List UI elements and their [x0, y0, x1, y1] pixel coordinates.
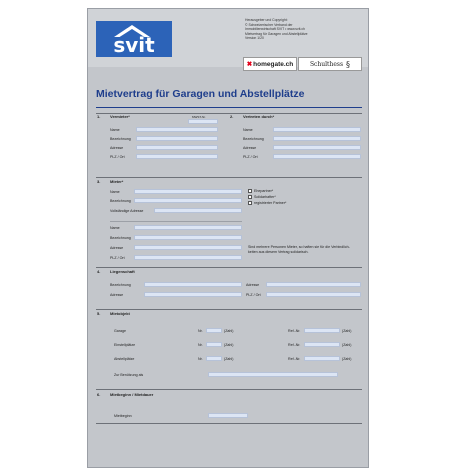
page-title: Mietvertrag für Garagen und Abstellplätze: [96, 88, 305, 100]
rep-name-field[interactable]: [273, 127, 361, 132]
storage-ref-count-label: (Zahl): [342, 357, 352, 361]
garage-ref-label: Ref.-Nr.: [288, 329, 301, 333]
section-divider: [96, 309, 362, 310]
contract-page: [87, 8, 369, 468]
storage-label: Abstellplätze: [114, 357, 135, 361]
storage-count-label: (Zahl): [224, 357, 234, 361]
section-title-start: Mietbeginn / Mietdauer: [110, 392, 154, 397]
rep-designation-field[interactable]: [273, 136, 361, 141]
tenant-designation-label: Bezeichnung: [110, 199, 131, 203]
rep-address-label: Adresse: [243, 146, 257, 150]
tenant2-designation-label: Bezeichnung: [110, 236, 131, 240]
parking-nr-field[interactable]: [206, 342, 222, 347]
rep-address-field[interactable]: [273, 145, 361, 150]
tenant2-name-label: Name: [110, 226, 120, 230]
garage-count-label: (Zahl): [224, 329, 234, 333]
storage-nr-field[interactable]: [206, 356, 222, 361]
tenant-name-field[interactable]: [134, 189, 242, 194]
landlord-name-field[interactable]: [136, 127, 218, 132]
landlord-city-field[interactable]: [136, 154, 218, 159]
section-title-representative: Vertreten durch*: [243, 114, 275, 119]
section-divider: [96, 267, 362, 268]
parking-count-label: (Zahl): [224, 343, 234, 347]
property-city-field[interactable]: [266, 292, 361, 297]
garage-nr-field[interactable]: [206, 328, 222, 333]
garage-nr-label: Nr.: [198, 329, 203, 333]
joint-liability-note: Sind mehrere Personen Mieter, so haften sie für die Verbindlich- keiten aus diesem Vertrag solidarisch.: [248, 245, 350, 254]
rep-city-label: PLZ / Ort: [243, 155, 258, 159]
homegate-mark-icon: ✖: [246, 61, 253, 68]
parking-ref-field[interactable]: [304, 342, 340, 347]
parking-ref-label: Ref.-Nr.: [288, 343, 301, 347]
tenant-full-address-field[interactable]: [154, 208, 242, 213]
property-city-label: PLZ / Ort: [246, 293, 261, 297]
usage-field[interactable]: [208, 372, 338, 377]
section-number: 2.: [230, 114, 234, 119]
registered-partner-checkbox[interactable]: [248, 201, 252, 205]
usage-label: Zur Benützung als: [114, 373, 144, 377]
section-divider: [96, 177, 362, 178]
logo-text: svit: [113, 33, 155, 57]
spouse-checkbox[interactable]: [248, 189, 252, 193]
tenant2-address-field[interactable]: [134, 245, 242, 250]
property-designation-label: Bezeichnung: [110, 283, 131, 287]
property-address-left-label: Adresse: [110, 293, 124, 297]
landlord-designation-label: Bezeichnung: [110, 137, 131, 141]
section-divider: [96, 113, 362, 114]
section-title-property: Liegenschaft: [110, 269, 135, 274]
storage-ref-field[interactable]: [304, 356, 340, 361]
storage-nr-label: Nr.: [198, 357, 203, 361]
landlord-address-label: Adresse: [110, 146, 124, 150]
homegate-logo: ✖ homegate.ch: [243, 57, 297, 71]
rep-designation-label: Bezeichnung: [243, 137, 264, 141]
parking-ref-count-label: (Zahl): [342, 343, 352, 347]
property-address-left-field[interactable]: [144, 292, 242, 297]
section-number: 4.: [97, 269, 101, 274]
svit-logo: [96, 21, 172, 57]
storage-ref-label: Ref.-Nr.: [288, 357, 301, 361]
joint-liable-checkbox[interactable]: [248, 195, 252, 199]
mwst-field[interactable]: [188, 119, 218, 124]
section-number: 1.: [97, 114, 101, 119]
landlord-city-label: PLZ / Ort: [110, 155, 125, 159]
tenant-full-address-label: Vollständige Adresse: [110, 209, 144, 213]
landlord-designation-field[interactable]: [136, 136, 218, 141]
garage-ref-field[interactable]: [304, 328, 340, 333]
property-address-field[interactable]: [266, 282, 361, 287]
section-number: 6.: [97, 392, 101, 397]
start-field[interactable]: [208, 413, 248, 418]
section-divider: [96, 423, 362, 424]
title-divider: [96, 107, 362, 108]
rep-city-field[interactable]: [273, 154, 361, 159]
registered-partner-label: registrierter Partner*: [254, 201, 287, 205]
paragraph-icon: §: [346, 59, 351, 69]
mwst-label: MWST-Nr.: [192, 115, 206, 119]
parking-nr-label: Nr.: [198, 343, 203, 347]
tenant2-name-field[interactable]: [134, 225, 242, 230]
start-label: Mietbeginn: [114, 414, 132, 418]
schulthess-logo: Schulthess §: [298, 57, 362, 71]
parking-label: Einstellplätze: [114, 343, 136, 347]
landlord-address-field[interactable]: [136, 145, 218, 150]
publisher-info: Herausgeber und Copyright: © Schweizerischer Verband der Immobilienwirtschaft SVIT • www.svit.ch Mietvertrag für Garagen und Abstellplätze Version 1/20: [245, 18, 308, 41]
joint-liable-label: Solidarhafter*: [254, 195, 276, 199]
tenant2-address-label: Adresse: [110, 246, 124, 250]
property-designation-field[interactable]: [144, 282, 242, 287]
property-address-label: Adresse: [246, 283, 260, 287]
section-title-tenant: Mieter*: [110, 179, 124, 184]
tenant2-designation-field[interactable]: [134, 235, 242, 240]
landlord-name-label: Name: [110, 128, 120, 132]
section-title-object: Mietobjekt: [110, 311, 130, 316]
section-title-landlord: Vermieter*: [110, 114, 130, 119]
tenant2-city-field[interactable]: [134, 255, 242, 260]
rep-name-label: Name: [243, 128, 253, 132]
section-number: 3.: [97, 179, 101, 184]
section-number: 5.: [97, 311, 101, 316]
section-divider: [96, 389, 362, 390]
spouse-label: Ehepartner*: [254, 189, 274, 193]
garage-ref-count-label: (Zahl): [342, 329, 352, 333]
tenant2-city-label: PLZ / Ort: [110, 256, 125, 260]
tenant-name-label: Name: [110, 190, 120, 194]
garage-label: Garage: [114, 329, 126, 333]
tenant-designation-field[interactable]: [134, 198, 242, 203]
